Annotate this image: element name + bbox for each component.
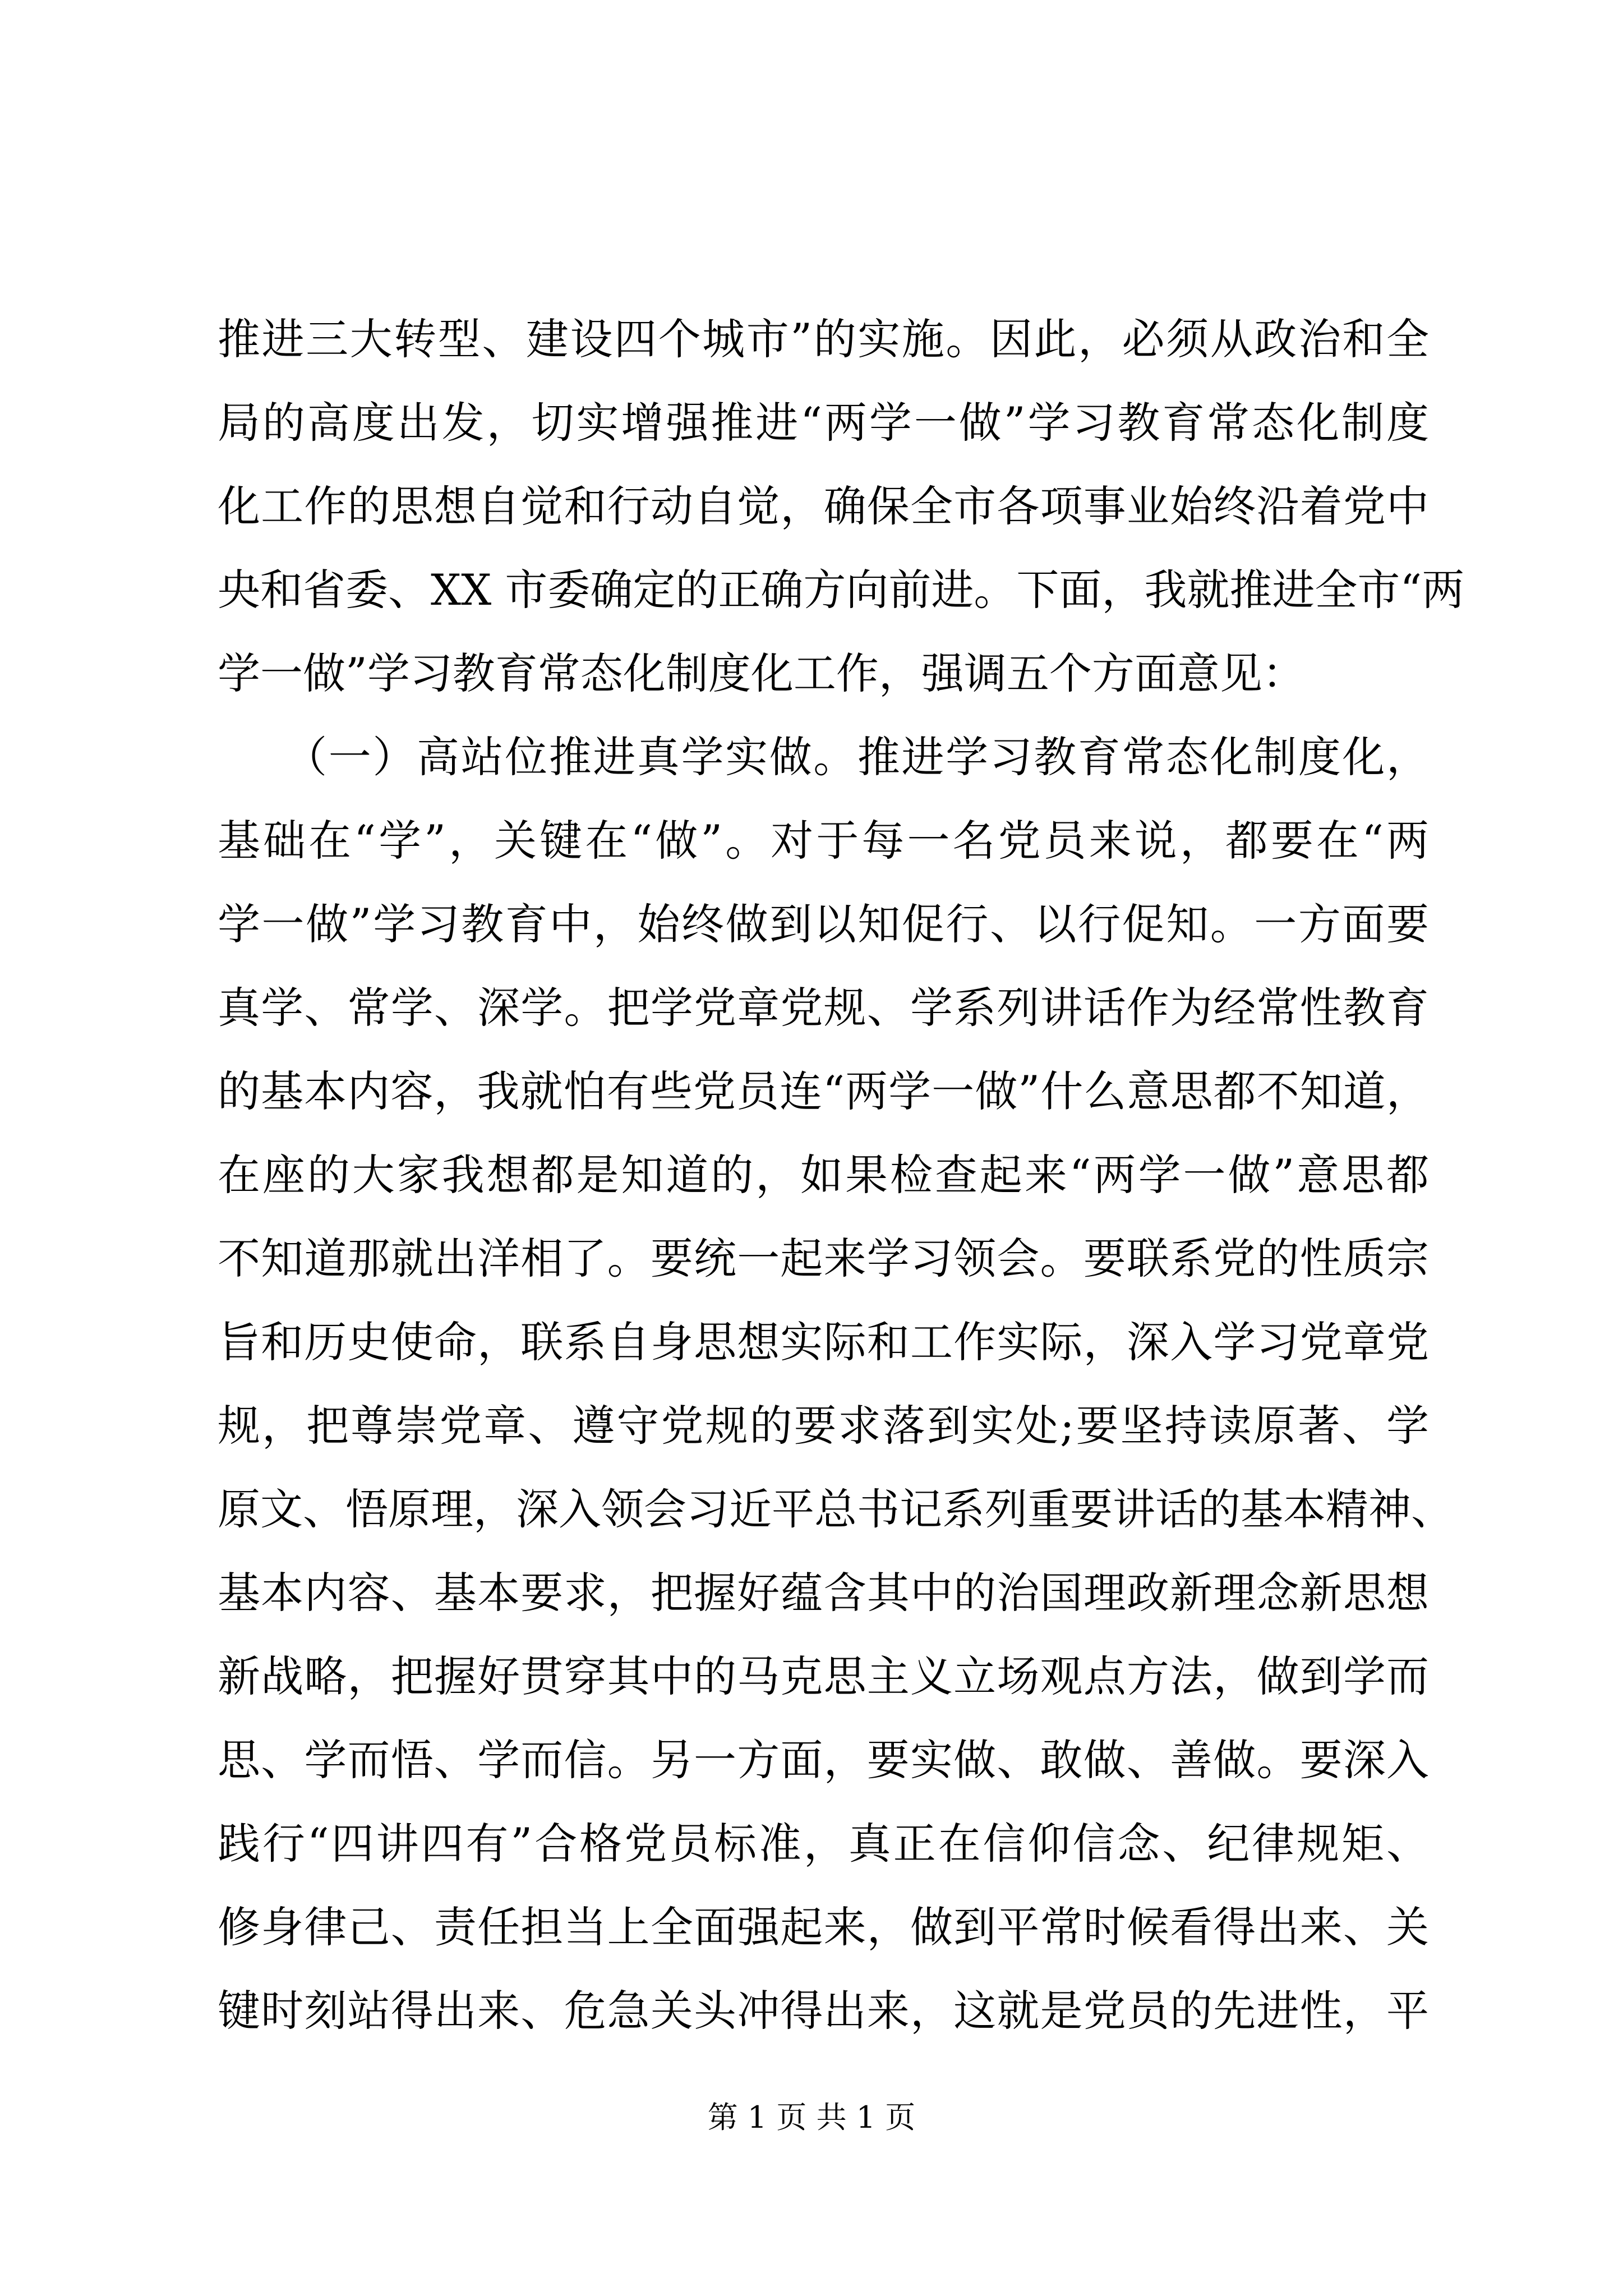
text-line: 局的高度出发，切实增强推进“两学一做”学习教育常态化制度 — [218, 398, 1429, 448]
text-line: 的基本内容，我就怕有些党员连“两学一做”什么意思都不知道， — [218, 1066, 1429, 1116]
text-line: 思、学而悟、学而信。另一方面，要实做、敢做、善做。要深入 — [218, 1735, 1429, 1785]
text-line: 规，把尊崇党章、遵守党规的要求落到实处;要坚持读原著、学 — [218, 1401, 1429, 1451]
text-line: 央和省委、XX 市委确定的正确方向前进。下面，我就推进全市“两 — [218, 565, 1465, 615]
text-line: （一）高站位推进真学实做。推进学习教育常态化制度化， — [218, 732, 1429, 782]
text-line: 新战略，把握好贯穿其中的马克思主义立场观点方法，做到学而 — [218, 1651, 1429, 1701]
text-line: 原文、悟原理，深入领会习近平总书记系列重要讲话的基本精神、 — [218, 1484, 1454, 1534]
text-line: 学一做”学习教育中，始终做到以知促行、以行促知。一方面要 — [218, 899, 1429, 949]
text-line: 化工作的思想自觉和行动自觉，确保全市各项事业始终沿着党中 — [218, 481, 1429, 531]
text-line: 键时刻站得出来、危急关头冲得出来，这就是党员的先进性，平 — [218, 1986, 1429, 2036]
text-line: 在座的大家我想都是知道的，如果检查起来“两学一做”意思都 — [218, 1150, 1429, 1200]
text-line: 基础在“学”，关键在“做”。对于每一名党员来说，都要在“两 — [218, 816, 1429, 866]
text-line: 修身律己、责任担当上全面强起来，做到平常时候看得出来、关 — [218, 1902, 1429, 1952]
body-text — [218, 297, 1465, 2053]
text-line: 真学、常学、深学。把学党章党规、学系列讲话作为经常性教育 — [218, 983, 1429, 1033]
text-line: 践行“四讲四有”合格党员标准，真正在信仰信念、纪律规矩、 — [218, 1819, 1429, 1869]
text-line: 推进三大转型、建设四个城市”的实施。因此，必须从政治和全 — [218, 314, 1429, 364]
text-line: 学一做”学习教育常态化制度化工作，强调五个方面意见： — [218, 648, 1305, 698]
page-footer — [0, 2095, 1623, 2140]
page-number-label: 第 1 页 共 1 页 — [707, 2100, 916, 2135]
text-line: 不知道那就出洋相了。要统一起来学习领会。要联系党的性质宗 — [218, 1234, 1429, 1283]
text-line: 基本内容、基本要求，把握好蕴含其中的治国理政新理念新思想 — [218, 1568, 1429, 1618]
text-line: 旨和历史使命，联系自身思想实际和工作实际，深入学习党章党 — [218, 1317, 1429, 1367]
